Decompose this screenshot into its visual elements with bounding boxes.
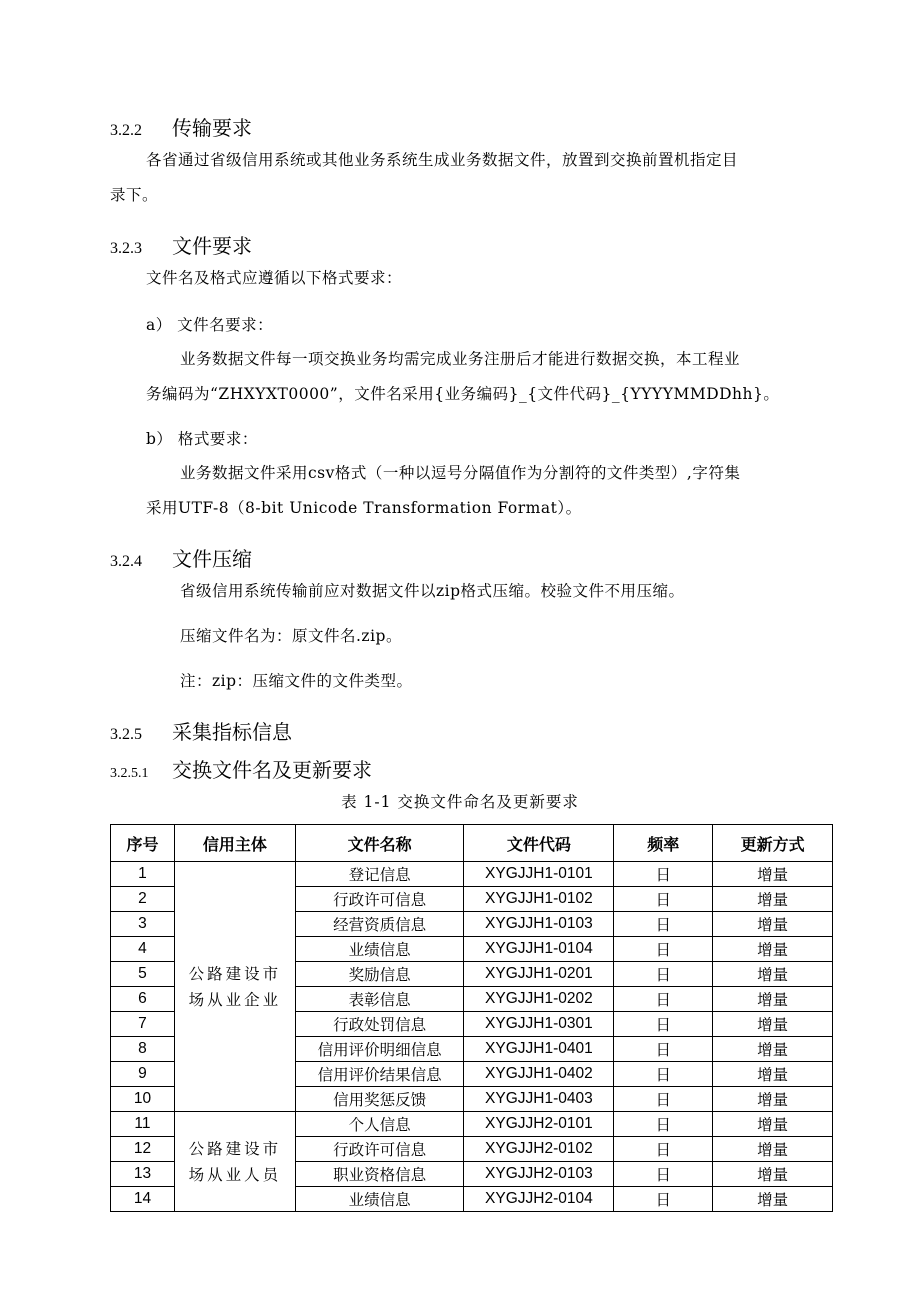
cell-frequency: 日 bbox=[614, 862, 713, 887]
cell-frequency: 日 bbox=[614, 1137, 713, 1162]
cell-file-name: 信用奖惩反馈 bbox=[295, 1087, 464, 1112]
cell-serial: 14 bbox=[111, 1187, 175, 1212]
paragraph: 采用UTF-8（8-bit Unicode Transformation Format）。 bbox=[146, 499, 582, 517]
cell-frequency: 日 bbox=[614, 912, 713, 937]
cell-serial: 4 bbox=[111, 937, 175, 962]
cell-file-code: XYGJJH1-0301 bbox=[464, 1012, 614, 1037]
section-heading bbox=[110, 112, 252, 141]
cell-file-name: 信用评价结果信息 bbox=[295, 1062, 464, 1087]
section-heading bbox=[110, 230, 252, 259]
cell-file-name: 经营资质信息 bbox=[295, 912, 464, 937]
cell-file-code: XYGJJH1-0403 bbox=[464, 1087, 614, 1112]
cell-frequency: 日 bbox=[614, 962, 713, 987]
cell-serial: 9 bbox=[111, 1062, 175, 1087]
cell-file-code: XYGJJH1-0401 bbox=[464, 1037, 614, 1062]
cell-update-mode: 增量 bbox=[713, 887, 833, 912]
table-caption: 表 1-1 交换文件命名及更新要求 bbox=[341, 793, 579, 811]
paragraph: 录下。 bbox=[110, 186, 159, 204]
table-header-row bbox=[111, 825, 833, 862]
cell-frequency: 日 bbox=[614, 1087, 713, 1112]
cell-frequency: 日 bbox=[614, 987, 713, 1012]
cell-file-name: 表彰信息 bbox=[295, 987, 464, 1012]
cell-frequency: 日 bbox=[614, 887, 713, 912]
cell-file-name: 业绩信息 bbox=[295, 1187, 464, 1212]
section-title: 文件压缩 bbox=[172, 547, 252, 571]
cell-file-code: XYGJJH2-0101 bbox=[464, 1112, 614, 1137]
section-heading bbox=[110, 716, 292, 745]
header-file-name: 文件名称 bbox=[295, 825, 464, 862]
cell-serial: 11 bbox=[111, 1112, 175, 1137]
cell-update-mode: 增量 bbox=[713, 962, 833, 987]
section-number: 3.2.4 bbox=[110, 553, 142, 570]
section-title: 传输要求 bbox=[172, 116, 252, 140]
cell-frequency: 日 bbox=[614, 937, 713, 962]
cell-file-name: 登记信息 bbox=[295, 862, 464, 887]
paragraph: 务编码为“ZHXYXT0000”，文件名采用{业务编码}_{文件代码}_{YYYYMMDDhh}。 bbox=[146, 385, 780, 403]
section-heading bbox=[110, 543, 252, 572]
cell-file-code: XYGJJH1-0103 bbox=[464, 912, 614, 937]
cell-serial: 6 bbox=[111, 987, 175, 1012]
cell-update-mode: 增量 bbox=[713, 862, 833, 887]
paragraph: 注：zip：压缩文件的文件类型。 bbox=[180, 672, 413, 690]
section-number: 3.2.5 bbox=[110, 726, 142, 743]
cell-serial: 3 bbox=[111, 912, 175, 937]
paragraph: 文件名及格式应遵循以下格式要求： bbox=[146, 269, 403, 287]
cell-serial: 1 bbox=[111, 862, 175, 887]
cell-update-mode: 增量 bbox=[713, 1012, 833, 1037]
section-title: 采集指标信息 bbox=[172, 720, 292, 744]
cell-file-code: XYGJJH1-0102 bbox=[464, 887, 614, 912]
section-title: 文件要求 bbox=[172, 234, 252, 258]
cell-frequency: 日 bbox=[614, 1037, 713, 1062]
header-update-mode: 更新方式 bbox=[713, 825, 833, 862]
subsection-heading bbox=[110, 754, 372, 783]
list-label: b） 格式要求： bbox=[146, 430, 258, 448]
paragraph: 压缩文件名为：原文件名.zip。 bbox=[180, 627, 402, 645]
table-row bbox=[111, 1112, 833, 1137]
exchange-file-table bbox=[110, 824, 833, 1212]
cell-file-name: 职业资格信息 bbox=[295, 1162, 464, 1187]
cell-frequency: 日 bbox=[614, 1112, 713, 1137]
cell-frequency: 日 bbox=[614, 1062, 713, 1087]
cell-update-mode: 增量 bbox=[713, 1162, 833, 1187]
cell-serial: 7 bbox=[111, 1012, 175, 1037]
cell-file-code: XYGJJH2-0103 bbox=[464, 1162, 614, 1187]
cell-file-code: XYGJJH2-0102 bbox=[464, 1137, 614, 1162]
cell-update-mode: 增量 bbox=[713, 1112, 833, 1137]
cell-file-code: XYGJJH1-0201 bbox=[464, 962, 614, 987]
cell-update-mode: 增量 bbox=[713, 912, 833, 937]
cell-subject: 公路建设市场从业企业 bbox=[174, 862, 295, 1112]
cell-frequency: 日 bbox=[614, 1187, 713, 1212]
cell-update-mode: 增量 bbox=[713, 1037, 833, 1062]
cell-file-code: XYGJJH1-0402 bbox=[464, 1062, 614, 1087]
cell-file-code: XYGJJH1-0104 bbox=[464, 937, 614, 962]
cell-update-mode: 增量 bbox=[713, 1062, 833, 1087]
header-file-code: 文件代码 bbox=[464, 825, 614, 862]
paragraph: 省级信用系统传输前应对数据文件以zip格式压缩。校验文件不用压缩。 bbox=[180, 582, 685, 600]
cell-serial: 13 bbox=[111, 1162, 175, 1187]
cell-file-name: 行政许可信息 bbox=[295, 1137, 464, 1162]
cell-file-name: 信用评价明细信息 bbox=[295, 1037, 464, 1062]
cell-serial: 8 bbox=[111, 1037, 175, 1062]
cell-update-mode: 增量 bbox=[713, 1137, 833, 1162]
cell-update-mode: 增量 bbox=[713, 937, 833, 962]
cell-file-code: XYGJJH1-0101 bbox=[464, 862, 614, 887]
cell-subject: 公路建设市场从业人员 bbox=[174, 1112, 295, 1212]
header-subject: 信用主体 bbox=[174, 825, 295, 862]
cell-update-mode: 增量 bbox=[713, 1187, 833, 1212]
cell-update-mode: 增量 bbox=[713, 987, 833, 1012]
paragraph: 业务数据文件每一项交换业务均需完成业务注册后才能进行数据交换，本工程业 bbox=[180, 350, 741, 368]
header-serial: 序号 bbox=[111, 825, 175, 862]
section-number: 3.2.2 bbox=[110, 122, 142, 139]
cell-file-name: 行政许可信息 bbox=[295, 887, 464, 912]
cell-frequency: 日 bbox=[614, 1012, 713, 1037]
cell-serial: 12 bbox=[111, 1137, 175, 1162]
cell-serial: 10 bbox=[111, 1087, 175, 1112]
cell-file-name: 行政处罚信息 bbox=[295, 1012, 464, 1037]
section-title: 交换文件名及更新要求 bbox=[172, 758, 372, 782]
cell-serial: 5 bbox=[111, 962, 175, 987]
cell-file-name: 个人信息 bbox=[295, 1112, 464, 1137]
cell-file-code: XYGJJH2-0104 bbox=[464, 1187, 614, 1212]
cell-update-mode: 增量 bbox=[713, 1087, 833, 1112]
cell-frequency: 日 bbox=[614, 1162, 713, 1187]
table-row bbox=[111, 862, 833, 887]
paragraph: 业务数据文件采用csv格式（一种以逗号分隔值作为分割符的文件类型）,字符集 bbox=[180, 464, 741, 482]
section-number: 3.2.3 bbox=[110, 240, 142, 257]
cell-file-code: XYGJJH1-0202 bbox=[464, 987, 614, 1012]
cell-file-name: 业绩信息 bbox=[295, 937, 464, 962]
list-label: a） 文件名要求： bbox=[146, 316, 274, 334]
paragraph: 各省通过省级信用系统或其他业务系统生成业务数据文件，放置到交换前置机指定目 bbox=[146, 151, 739, 169]
header-frequency: 频率 bbox=[614, 825, 713, 862]
cell-file-name: 奖励信息 bbox=[295, 962, 464, 987]
cell-serial: 2 bbox=[111, 887, 175, 912]
section-number: 3.2.5.1 bbox=[110, 766, 149, 781]
